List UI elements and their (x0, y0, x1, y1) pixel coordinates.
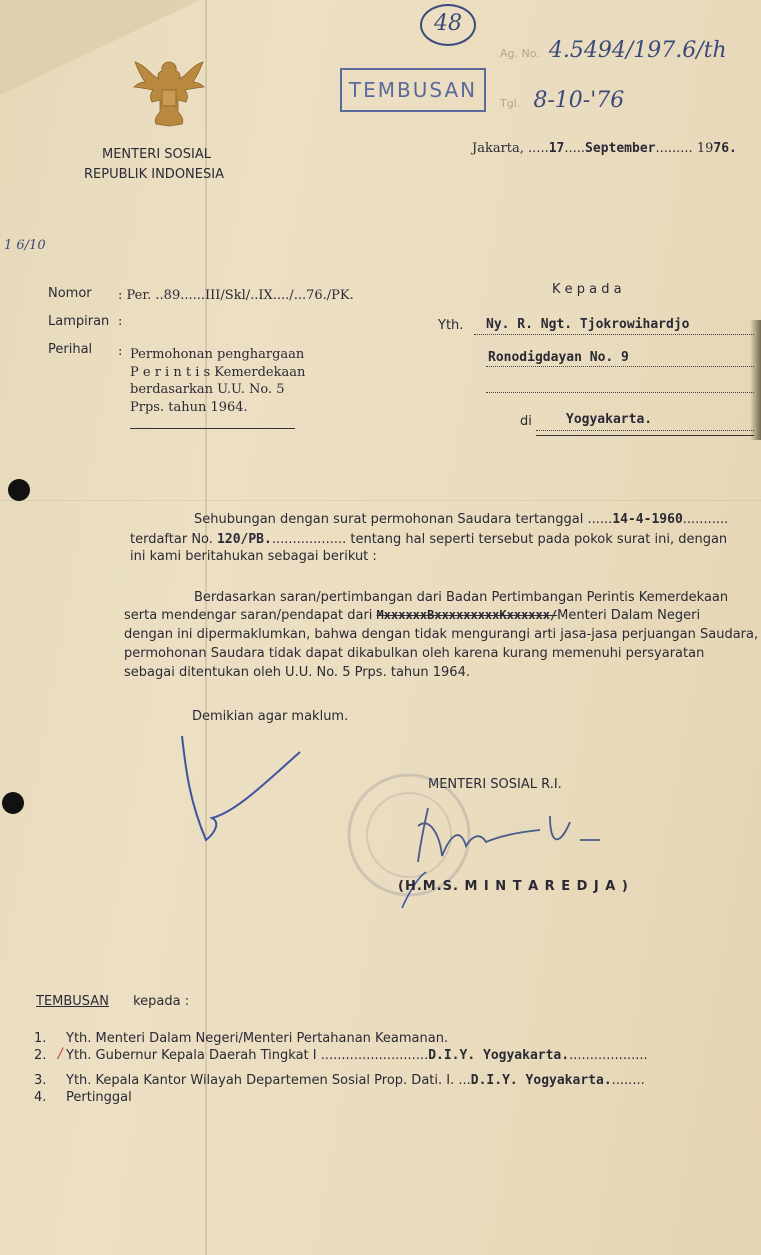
body-p1-b: terdaftar No. (130, 532, 213, 547)
agenda-stamp (500, 38, 727, 63)
punch-hole-upper (8, 479, 30, 501)
tembusan-item-num: 1. (34, 1031, 47, 1046)
recipient-address: Ronodigdayan No. 9 (488, 350, 629, 365)
signature-title: MENTERI SOSIAL R.I. (428, 777, 562, 792)
agenda-date (500, 88, 624, 113)
recipient-double-underline (536, 435, 754, 436)
lampiran-label: Lampiran (48, 314, 110, 329)
margin-note: 1 6/10 (4, 238, 46, 253)
body-p1-date: 14-4-1960 (612, 512, 683, 527)
perihal-underline (130, 428, 295, 429)
date-year-prefix: 19 (696, 141, 714, 156)
body-p1-line1: Sehubungan dengan surat permohonan Saudara tertanggal ......14-4-1960........... (194, 512, 729, 527)
tembusan-item (34, 1031, 448, 1046)
date-year: 76. (713, 141, 737, 156)
tembusan-item-fill: D.I.Y. Yogyakarta. (470, 1073, 612, 1088)
tembusan-item-text: Yth. Gubernur Kepala Daerah Tingkat I (66, 1048, 317, 1063)
tembusan-item-num: 2. (34, 1048, 47, 1063)
tembusan-label: TEMBUSAN (36, 994, 109, 1009)
date-month: September (585, 141, 656, 156)
tembusan-stamp (340, 68, 486, 112)
nomor-value: : Per. ..89......III/Skl/..IX..../...76./PK. (118, 288, 354, 303)
perihal-line: Prps. tahun 1964. (130, 399, 248, 415)
right-edge-shadow (750, 320, 761, 440)
tembusan-stamp-label: TEMBUSAN (348, 78, 478, 102)
agenda-date-value: 8-10-'76 (533, 88, 625, 113)
perihal-text (130, 346, 305, 416)
di-label: di (520, 414, 532, 429)
body-p1-line2: terdaftar No. 120/PB................... tentang hal seperti tersebut pada pokok surat ini, dengan (130, 532, 728, 547)
body-p1-c: tentang hal seperti tersebut pada pokok surat ini, dengan (350, 532, 728, 547)
place-date: Jakarta, .....17.....September......... 1976. (472, 141, 737, 156)
checkmark: / (58, 1046, 63, 1062)
recipient-name: Ny. R. Ngt. Tjokrowihardjo (486, 317, 690, 332)
body-p2-line5: sebagai ditentukan oleh U.U. No. 5 Prps. tahun 1964. (124, 665, 470, 680)
archive-number (420, 4, 476, 46)
tembusan-item-text: Yth. Kepala Kantor Wilayah Departemen Sosial Prop. Dati. I. (66, 1073, 455, 1088)
tembusan-item-fill: D.I.Y. Yogyakarta. (428, 1048, 570, 1063)
archive-number-text: 48 (434, 11, 462, 36)
body-p2-line3: dengan ini dipermaklumkan, bahwa dengan tidak mengurangi arti jasa-jasa perjuangan Saudara, (124, 627, 759, 642)
tembusan-kepada: kepada : (133, 994, 190, 1009)
tembusan-heading (36, 994, 189, 1009)
body-p2-line2a: serta mendengar saran/pendapat dari (124, 608, 373, 623)
recipient-city: Yogyakarta. (566, 412, 653, 427)
body-p2-line1: Berdasarkan saran/pertimbangan dari Badan Pertimbangan Perintis Kemerdekaan (194, 590, 729, 605)
lampiran-value: : (118, 314, 123, 329)
body-p2-line2b: Menteri Dalam Negeri (557, 608, 701, 623)
tembusan-item-num: 4. (34, 1090, 47, 1105)
closing-text: Demikian agar maklum. (192, 709, 349, 724)
agenda-date-prefix: Tgl. (500, 97, 521, 110)
agenda-value: 4.5494/197.6/th (548, 38, 727, 63)
perihal-label: Perihal (48, 342, 93, 357)
punch-hole-lower (2, 792, 24, 814)
garuda-emblem (130, 52, 208, 134)
body-p1-d: ini kami beritahukan sebagai berikut : (130, 549, 377, 564)
place-label: Jakarta, ..... (472, 141, 549, 156)
perihal-line: P e r i n t i s Kemerdekaan (130, 364, 306, 380)
recipient-address-line (486, 366, 754, 367)
tembusan-item (34, 1090, 132, 1105)
ministry-line-2: REPUBLIK INDONESIA (84, 167, 224, 182)
body-p1-a: Sehubungan dengan surat permohonan Saudara tertanggal (194, 512, 584, 527)
tembusan-item-text: Pertinggal (66, 1090, 132, 1105)
body-p2-line4: permohonan Saudara tidak dapat dikabulkan oleh karena kurang memenuhi persyaratan (124, 646, 705, 661)
recipient-blank-line (486, 392, 754, 393)
body-p2-struck: MxxxxxxBxxxxxxxxxKxxxxxx/ (376, 608, 558, 622)
perihal-line: Permohonan penghargaan (130, 347, 305, 362)
recipient-city-line (536, 430, 754, 431)
perihal-line: berdasarkan U.U. No. 5 (130, 382, 285, 397)
body-p1-no: 120/PB. (217, 532, 272, 547)
fold-line-horizontal (0, 500, 761, 501)
kepada-label: K e p a d a (552, 282, 622, 297)
ministry-line-1: MENTERI SOSIAL (102, 147, 212, 162)
tembusan-item: 3. Yth. Kepala Kantor Wilayah Departemen Sosial Prop. Dati. I. ...D.I.Y. Yogyakarta......... (34, 1073, 645, 1088)
yth-label: Yth. (438, 318, 464, 333)
agenda-prefix: Ag. No. (500, 47, 540, 60)
tembusan-item-text: Yth. Menteri Dalam Negeri/Menteri Pertahanan Keamanan. (66, 1031, 449, 1046)
perihal-colon: : (118, 344, 123, 359)
date-day: 17 (548, 141, 565, 156)
tembusan-item: 2. Yth. Gubernur Kepala Daerah Tingkat I ..........................D.I.Y. Yogyakarta.................... (34, 1048, 648, 1063)
nomor-label: Nomor (48, 286, 92, 301)
body-p2-line2 (124, 608, 700, 623)
signature-name: (H.M.S. M I N T A R E D J A ) (398, 879, 629, 894)
signature-mark (400, 796, 610, 916)
recipient-name-line (474, 334, 754, 335)
tembusan-item-num: 3. (34, 1073, 47, 1088)
paraph-mark (176, 732, 306, 852)
